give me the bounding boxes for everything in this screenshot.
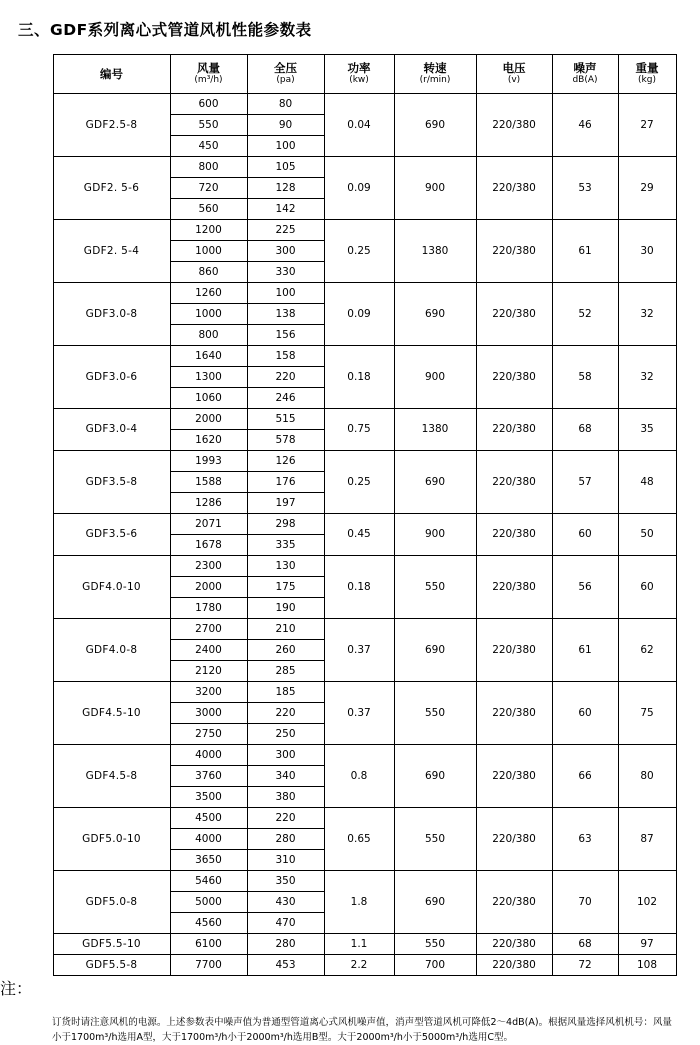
- cell-speed: 900: [394, 514, 476, 556]
- cell-weight: 48: [618, 451, 676, 514]
- cell-speed: 550: [394, 934, 476, 955]
- table-row: [53, 346, 676, 367]
- cell-speed: 550: [394, 808, 476, 871]
- cell-noise: 68: [552, 409, 618, 451]
- cell-model: GDF4.0-8: [53, 619, 170, 682]
- cell-weight: 75: [618, 682, 676, 745]
- column-header-weight: [618, 55, 676, 94]
- cell-power: 0.45: [324, 514, 394, 556]
- cell-airflow: 1286: [170, 493, 247, 514]
- cell-power: 2.2: [324, 955, 394, 976]
- column-header-noise: [552, 55, 618, 94]
- cell-airflow: 600: [170, 94, 247, 115]
- cell-pressure: 300: [247, 745, 324, 766]
- cell-airflow: 2300: [170, 556, 247, 577]
- cell-pressure: 470: [247, 913, 324, 934]
- cell-pressure: 335: [247, 535, 324, 556]
- cell-power: 0.04: [324, 94, 394, 157]
- cell-airflow: 800: [170, 157, 247, 178]
- table-row: [53, 682, 676, 703]
- cell-airflow: 560: [170, 199, 247, 220]
- cell-power: 0.65: [324, 808, 394, 871]
- cell-weight: 80: [618, 745, 676, 808]
- cell-noise: 52: [552, 283, 618, 346]
- cell-voltage: 220/380: [476, 220, 552, 283]
- table-row: [53, 157, 676, 178]
- cell-power: 1.8: [324, 871, 394, 934]
- cell-noise: 57: [552, 451, 618, 514]
- column-header-pressure: [247, 55, 324, 94]
- cell-noise: 61: [552, 220, 618, 283]
- column-header-model-label: 编号: [100, 66, 123, 81]
- table-row: [53, 934, 676, 955]
- cell-noise: 46: [552, 94, 618, 157]
- table-row: [53, 220, 676, 241]
- cell-weight: 32: [618, 346, 676, 409]
- cell-power: 0.09: [324, 283, 394, 346]
- cell-voltage: 220/380: [476, 619, 552, 682]
- cell-pressure: 285: [247, 661, 324, 682]
- cell-airflow: 1060: [170, 388, 247, 409]
- cell-airflow: 1000: [170, 241, 247, 262]
- cell-power: 1.1: [324, 934, 394, 955]
- cell-weight: 87: [618, 808, 676, 871]
- column-header-noise-label: 噪声: [573, 60, 597, 75]
- performance-table: [53, 54, 677, 976]
- cell-weight: 50: [618, 514, 676, 556]
- cell-airflow: 4500: [170, 808, 247, 829]
- table-row: [53, 451, 676, 472]
- cell-pressure: 128: [247, 178, 324, 199]
- table-row: [53, 556, 676, 577]
- cell-airflow: 860: [170, 262, 247, 283]
- table-row: [53, 409, 676, 430]
- cell-pressure: 130: [247, 556, 324, 577]
- column-header-airflow: [170, 55, 247, 94]
- cell-noise: 72: [552, 955, 618, 976]
- cell-airflow: 5000: [170, 892, 247, 913]
- cell-airflow: 1260: [170, 283, 247, 304]
- cell-airflow: 3200: [170, 682, 247, 703]
- cell-pressure: 210: [247, 619, 324, 640]
- cell-model: GDF5.0-10: [53, 808, 170, 871]
- cell-airflow: 1620: [170, 430, 247, 451]
- column-header-weight-label: 重量: [635, 60, 659, 75]
- cell-pressure: 225: [247, 220, 324, 241]
- note-label: 注：: [0, 979, 33, 998]
- cell-pressure: 185: [247, 682, 324, 703]
- cell-airflow: 550: [170, 115, 247, 136]
- cell-power: 0.37: [324, 619, 394, 682]
- cell-pressure: 578: [247, 430, 324, 451]
- cell-pressure: 105: [247, 157, 324, 178]
- column-header-weight-unit: (kg): [638, 75, 656, 86]
- cell-pressure: 280: [247, 829, 324, 850]
- column-header-speed-unit: (r/min): [419, 75, 451, 86]
- column-header-pressure-unit: (pa): [276, 75, 295, 86]
- cell-pressure: 250: [247, 724, 324, 745]
- cell-pressure: 246: [247, 388, 324, 409]
- cell-noise: 70: [552, 871, 618, 934]
- cell-weight: 108: [618, 955, 676, 976]
- cell-model: GDF5.5-10: [53, 934, 170, 955]
- cell-pressure: 190: [247, 598, 324, 619]
- cell-airflow: 2700: [170, 619, 247, 640]
- table-body: [53, 94, 676, 976]
- cell-airflow: 1200: [170, 220, 247, 241]
- cell-voltage: 220/380: [476, 346, 552, 409]
- cell-voltage: 220/380: [476, 157, 552, 220]
- cell-airflow: 4000: [170, 745, 247, 766]
- column-header-power-unit: (kw): [349, 75, 369, 86]
- cell-model: GDF3.0-8: [53, 283, 170, 346]
- cell-model: GDF4.0-10: [53, 556, 170, 619]
- column-header-voltage: [476, 55, 552, 94]
- cell-speed: 1380: [394, 220, 476, 283]
- cell-pressure: 142: [247, 199, 324, 220]
- cell-airflow: 4000: [170, 829, 247, 850]
- table-header-row: [53, 55, 676, 94]
- column-header-voltage-label: 电压: [502, 60, 526, 75]
- cell-pressure: 453: [247, 955, 324, 976]
- cell-pressure: 175: [247, 577, 324, 598]
- cell-speed: 690: [394, 451, 476, 514]
- cell-speed: 690: [394, 94, 476, 157]
- cell-pressure: 176: [247, 472, 324, 493]
- cell-model: GDF3.0-4: [53, 409, 170, 451]
- cell-airflow: 1588: [170, 472, 247, 493]
- cell-speed: 690: [394, 745, 476, 808]
- table-row: [53, 955, 676, 976]
- cell-model: GDF3.0-6: [53, 346, 170, 409]
- cell-pressure: 220: [247, 367, 324, 388]
- column-header-airflow-unit: (m³/h): [194, 75, 223, 86]
- cell-airflow: 4560: [170, 913, 247, 934]
- cell-speed: 900: [394, 346, 476, 409]
- table-row: [53, 619, 676, 640]
- cell-voltage: 220/380: [476, 871, 552, 934]
- cell-speed: 690: [394, 619, 476, 682]
- cell-pressure: 515: [247, 409, 324, 430]
- cell-weight: 97: [618, 934, 676, 955]
- cell-pressure: 380: [247, 787, 324, 808]
- cell-voltage: 220/380: [476, 745, 552, 808]
- cell-model: GDF3.5-6: [53, 514, 170, 556]
- cell-weight: 30: [618, 220, 676, 283]
- cell-airflow: 3760: [170, 766, 247, 787]
- cell-speed: 1380: [394, 409, 476, 451]
- cell-airflow: 2400: [170, 640, 247, 661]
- cell-model: GDF4.5-8: [53, 745, 170, 808]
- cell-airflow: 800: [170, 325, 247, 346]
- table-row: [53, 514, 676, 535]
- cell-pressure: 300: [247, 241, 324, 262]
- column-header-airflow-label: 风量: [197, 60, 220, 75]
- column-header-speed: [394, 55, 476, 94]
- column-header-noise-unit: dB(A): [572, 75, 598, 86]
- cell-pressure: 340: [247, 766, 324, 787]
- cell-noise: 66: [552, 745, 618, 808]
- cell-model: GDF2. 5-4: [53, 220, 170, 283]
- cell-speed: 690: [394, 871, 476, 934]
- cell-pressure: 298: [247, 514, 324, 535]
- cell-speed: 690: [394, 283, 476, 346]
- cell-pressure: 220: [247, 808, 324, 829]
- cell-airflow: 3500: [170, 787, 247, 808]
- cell-weight: 62: [618, 619, 676, 682]
- table-header: [53, 55, 676, 94]
- cell-pressure: 330: [247, 262, 324, 283]
- cell-airflow: 1300: [170, 367, 247, 388]
- cell-airflow: 1993: [170, 451, 247, 472]
- cell-power: 0.09: [324, 157, 394, 220]
- cell-airflow: 3650: [170, 850, 247, 871]
- cell-airflow: 1640: [170, 346, 247, 367]
- cell-power: 0.25: [324, 451, 394, 514]
- column-header-voltage-unit: (v): [507, 75, 521, 86]
- cell-power: 0.75: [324, 409, 394, 451]
- cell-pressure: 197: [247, 493, 324, 514]
- cell-model: GDF2.5-8: [53, 94, 170, 157]
- cell-pressure: 90: [247, 115, 324, 136]
- page-title: 三、GDF系列离心式管道风机性能参数表: [18, 21, 312, 39]
- cell-weight: 32: [618, 283, 676, 346]
- cell-voltage: 220/380: [476, 934, 552, 955]
- cell-voltage: 220/380: [476, 283, 552, 346]
- cell-voltage: 220/380: [476, 451, 552, 514]
- cell-speed: 550: [394, 682, 476, 745]
- cell-model: GDF5.0-8: [53, 871, 170, 934]
- cell-voltage: 220/380: [476, 94, 552, 157]
- cell-noise: 63: [552, 808, 618, 871]
- cell-weight: 29: [618, 157, 676, 220]
- cell-voltage: 220/380: [476, 955, 552, 976]
- cell-voltage: 220/380: [476, 409, 552, 451]
- cell-weight: 27: [618, 94, 676, 157]
- cell-pressure: 80: [247, 94, 324, 115]
- cell-power: 0.8: [324, 745, 394, 808]
- cell-power: 0.37: [324, 682, 394, 745]
- cell-airflow: 2071: [170, 514, 247, 535]
- cell-pressure: 138: [247, 304, 324, 325]
- cell-airflow: 2750: [170, 724, 247, 745]
- cell-pressure: 260: [247, 640, 324, 661]
- cell-noise: 60: [552, 514, 618, 556]
- cell-noise: 53: [552, 157, 618, 220]
- table-row: [53, 283, 676, 304]
- cell-airflow: 720: [170, 178, 247, 199]
- cell-pressure: 310: [247, 850, 324, 871]
- cell-weight: 35: [618, 409, 676, 451]
- cell-noise: 58: [552, 346, 618, 409]
- cell-noise: 61: [552, 619, 618, 682]
- cell-pressure: 100: [247, 283, 324, 304]
- cell-pressure: 158: [247, 346, 324, 367]
- cell-model: GDF2. 5-6: [53, 157, 170, 220]
- column-header-model: [53, 55, 170, 94]
- cell-pressure: 100: [247, 136, 324, 157]
- cell-voltage: 220/380: [476, 808, 552, 871]
- cell-power: 0.25: [324, 220, 394, 283]
- cell-airflow: 1780: [170, 598, 247, 619]
- column-header-power-label: 功率: [347, 60, 371, 75]
- cell-airflow: 450: [170, 136, 247, 157]
- cell-airflow: 6100: [170, 934, 247, 955]
- cell-model: GDF3.5-8: [53, 451, 170, 514]
- cell-pressure: 156: [247, 325, 324, 346]
- cell-weight: 60: [618, 556, 676, 619]
- cell-pressure: 220: [247, 703, 324, 724]
- cell-airflow: 2000: [170, 577, 247, 598]
- cell-model: GDF4.5-10: [53, 682, 170, 745]
- cell-model: GDF5.5-8: [53, 955, 170, 976]
- column-header-speed-label: 转速: [423, 60, 447, 75]
- table-row: [53, 94, 676, 115]
- cell-airflow: 1678: [170, 535, 247, 556]
- cell-pressure: 280: [247, 934, 324, 955]
- cell-pressure: 430: [247, 892, 324, 913]
- cell-airflow: 7700: [170, 955, 247, 976]
- table-row: [53, 808, 676, 829]
- cell-airflow: 5460: [170, 871, 247, 892]
- cell-voltage: 220/380: [476, 682, 552, 745]
- performance-table-wrapper: [53, 54, 659, 976]
- cell-voltage: 220/380: [476, 556, 552, 619]
- cell-power: 0.18: [324, 556, 394, 619]
- column-header-power: [324, 55, 394, 94]
- cell-noise: 60: [552, 682, 618, 745]
- table-row: [53, 745, 676, 766]
- cell-airflow: 2000: [170, 409, 247, 430]
- cell-pressure: 126: [247, 451, 324, 472]
- cell-airflow: 1000: [170, 304, 247, 325]
- cell-noise: 56: [552, 556, 618, 619]
- cell-speed: 900: [394, 157, 476, 220]
- cell-weight: 102: [618, 871, 676, 934]
- note-block: [0, 976, 700, 1045]
- table-row: [53, 871, 676, 892]
- cell-speed: 550: [394, 556, 476, 619]
- cell-airflow: 3000: [170, 703, 247, 724]
- cell-pressure: 350: [247, 871, 324, 892]
- cell-voltage: 220/380: [476, 514, 552, 556]
- cell-power: 0.18: [324, 346, 394, 409]
- cell-airflow: 2120: [170, 661, 247, 682]
- cell-noise: 68: [552, 934, 618, 955]
- column-header-pressure-label: 全压: [274, 60, 297, 75]
- note-text: 订货时请注意风机的电源。上述参数表中噪声值为普通型管道离心式风机噪声值，消声型管道风机可降低2～4dB(A)。根据风量选择风机机号：风量小于1700m³/h选用A型，大于1700m³/h小于2000m³/h选用B型。大于2000m³/h小于5000m³/h选用C型。: [52, 1017, 672, 1044]
- cell-speed: 700: [394, 955, 476, 976]
